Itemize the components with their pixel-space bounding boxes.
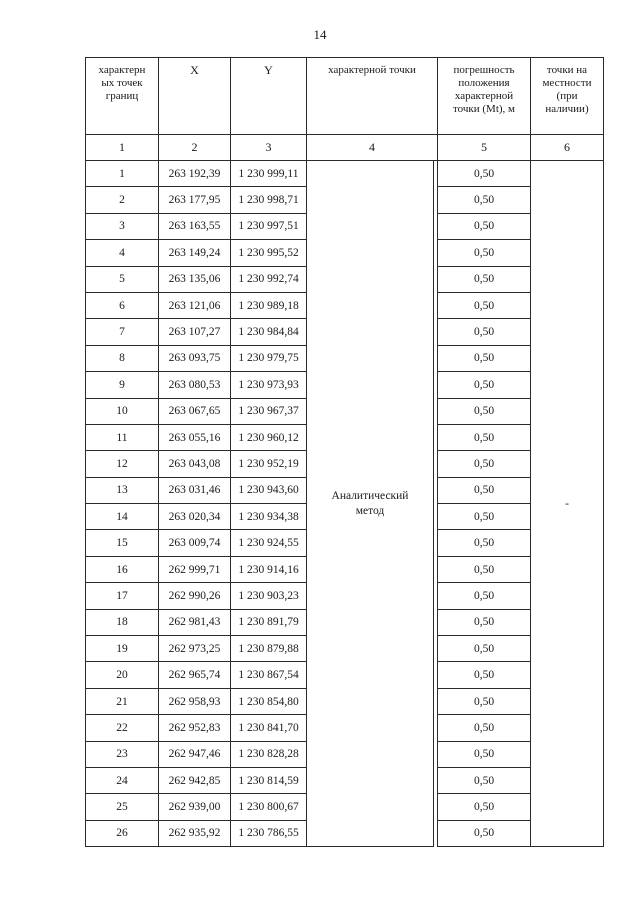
point-number-cell: 18: [86, 609, 159, 635]
point-number-cell: 8: [86, 345, 159, 371]
error-cell: 0,50: [438, 477, 531, 503]
y-coordinate-cell: 1 230 828,28: [231, 741, 307, 767]
error-cell: 0,50: [438, 504, 531, 530]
header-x: X: [159, 58, 231, 135]
x-coordinate-cell: 263 031,46: [159, 477, 231, 503]
error-cell: 0,50: [438, 688, 531, 714]
x-coordinate-cell: 262 942,85: [159, 767, 231, 793]
error-cell: 0,50: [438, 213, 531, 239]
error-cell: 0,50: [438, 345, 531, 371]
y-coordinate-cell: 1 230 960,12: [231, 424, 307, 450]
point-number-cell: 24: [86, 767, 159, 793]
point-number-cell: 2: [86, 187, 159, 213]
error-cell: 0,50: [438, 530, 531, 556]
y-coordinate-cell: 1 230 999,11: [231, 161, 307, 187]
point-number-cell: 13: [86, 477, 159, 503]
y-coordinate-cell: 1 230 998,71: [231, 187, 307, 213]
table-row: [86, 161, 604, 187]
method-text-line: Аналитический: [331, 489, 409, 502]
error-cell: 0,50: [438, 662, 531, 688]
table-body: [86, 161, 604, 847]
y-coordinate-cell: 1 230 973,93: [231, 372, 307, 398]
y-coordinate-cell: 1 230 867,54: [231, 662, 307, 688]
error-cell: 0,50: [438, 609, 531, 635]
y-coordinate-cell: 1 230 967,37: [231, 398, 307, 424]
point-number-cell: 5: [86, 266, 159, 292]
y-coordinate-cell: 1 230 854,80: [231, 688, 307, 714]
error-cell: 0,50: [438, 715, 531, 741]
y-coordinate-cell: 1 230 814,59: [231, 767, 307, 793]
header-method: характерной точки: [307, 58, 438, 135]
column-number: 3: [231, 135, 307, 161]
point-number-cell: 23: [86, 741, 159, 767]
coordinates-table: [85, 57, 604, 847]
point-number-cell: 25: [86, 794, 159, 820]
point-number-cell: 15: [86, 530, 159, 556]
point-number-cell: 11: [86, 424, 159, 450]
x-coordinate-cell: 263 093,75: [159, 345, 231, 371]
error-cell: 0,50: [438, 187, 531, 213]
y-coordinate-cell: 1 230 934,38: [231, 504, 307, 530]
error-cell: 0,50: [438, 319, 531, 345]
column-number: 1: [86, 135, 159, 161]
point-number-cell: 4: [86, 240, 159, 266]
y-coordinate-cell: 1 230 995,52: [231, 240, 307, 266]
x-coordinate-cell: 263 055,16: [159, 424, 231, 450]
x-coordinate-cell: 263 135,06: [159, 266, 231, 292]
x-coordinate-cell: 262 947,46: [159, 741, 231, 767]
y-coordinate-cell: 1 230 841,70: [231, 715, 307, 741]
error-cell: 0,50: [438, 583, 531, 609]
y-coordinate-cell: 1 230 992,74: [231, 266, 307, 292]
page-number: 14: [313, 27, 327, 42]
x-coordinate-cell: 262 965,74: [159, 662, 231, 688]
x-coordinate-cell: 263 020,34: [159, 504, 231, 530]
point-number-cell: 17: [86, 583, 159, 609]
error-cell: 0,50: [438, 451, 531, 477]
x-coordinate-cell: 263 177,95: [159, 187, 231, 213]
x-coordinate-cell: 263 107,27: [159, 319, 231, 345]
point-number-cell: 14: [86, 504, 159, 530]
column-number: 2: [159, 135, 231, 161]
x-coordinate-cell: 263 080,53: [159, 372, 231, 398]
y-coordinate-cell: 1 230 952,19: [231, 451, 307, 477]
column-number: 4: [307, 135, 438, 161]
x-coordinate-cell: 262 958,93: [159, 688, 231, 714]
x-coordinate-cell: 262 990,26: [159, 583, 231, 609]
column-number: 5: [438, 135, 531, 161]
error-cell: 0,50: [438, 767, 531, 793]
error-cell: 0,50: [438, 398, 531, 424]
point-number-cell: 21: [86, 688, 159, 714]
error-cell: 0,50: [438, 636, 531, 662]
x-coordinate-cell: 262 952,83: [159, 715, 231, 741]
x-coordinate-cell: 263 149,24: [159, 240, 231, 266]
error-cell: 0,50: [438, 161, 531, 187]
error-cell: 0,50: [438, 820, 531, 846]
error-cell: 0,50: [438, 372, 531, 398]
point-number-cell: 19: [86, 636, 159, 662]
point-number-cell: 7: [86, 319, 159, 345]
y-coordinate-cell: 1 230 943,60: [231, 477, 307, 503]
x-coordinate-cell: 262 935,92: [159, 820, 231, 846]
y-coordinate-cell: 1 230 879,88: [231, 636, 307, 662]
header-y: Y: [231, 58, 307, 135]
error-cell: 0,50: [438, 240, 531, 266]
y-coordinate-cell: 1 230 786,55: [231, 820, 307, 846]
x-coordinate-cell: 262 999,71: [159, 556, 231, 582]
x-coordinate-cell: 263 067,65: [159, 398, 231, 424]
point-number-cell: 6: [86, 292, 159, 318]
x-coordinate-cell: 263 121,06: [159, 292, 231, 318]
method-cell: [307, 161, 434, 847]
point-number-cell: 20: [86, 662, 159, 688]
error-cell: 0,50: [438, 794, 531, 820]
y-coordinate-cell: 1 230 800,67: [231, 794, 307, 820]
x-coordinate-cell: 263 192,39: [159, 161, 231, 187]
error-cell: 0,50: [438, 292, 531, 318]
point-number-cell: 22: [86, 715, 159, 741]
header-error: погрешность положения характерной точки (Mt), м: [438, 58, 531, 135]
point-number-cell: 26: [86, 820, 159, 846]
point-number-cell: 9: [86, 372, 159, 398]
point-number-cell: 3: [86, 213, 159, 239]
x-coordinate-cell: 263 163,55: [159, 213, 231, 239]
error-cell: 0,50: [438, 556, 531, 582]
y-coordinate-cell: 1 230 914,16: [231, 556, 307, 582]
x-coordinate-cell: 263 043,08: [159, 451, 231, 477]
y-coordinate-cell: 1 230 979,75: [231, 345, 307, 371]
point-number-cell: 1: [86, 161, 159, 187]
column-number-row: [86, 135, 604, 161]
point-number-cell: 10: [86, 398, 159, 424]
y-coordinate-cell: 1 230 989,18: [231, 292, 307, 318]
method-text-line: метод: [355, 504, 385, 517]
header-description: точки на местности (при наличии): [531, 58, 604, 135]
x-coordinate-cell: 263 009,74: [159, 530, 231, 556]
header-point-number: характерн ых точек границ: [86, 58, 159, 135]
y-coordinate-cell: 1 230 903,23: [231, 583, 307, 609]
description-cell: -: [531, 161, 604, 847]
point-number-cell: 16: [86, 556, 159, 582]
point-number-cell: 12: [86, 451, 159, 477]
x-coordinate-cell: 262 973,25: [159, 636, 231, 662]
error-cell: 0,50: [438, 424, 531, 450]
y-coordinate-cell: 1 230 891,79: [231, 609, 307, 635]
error-cell: 0,50: [438, 741, 531, 767]
y-coordinate-cell: 1 230 984,84: [231, 319, 307, 345]
x-coordinate-cell: 262 939,00: [159, 794, 231, 820]
y-coordinate-cell: 1 230 924,55: [231, 530, 307, 556]
header-row: [86, 58, 604, 135]
column-number: 6: [531, 135, 604, 161]
y-coordinate-cell: 1 230 997,51: [231, 213, 307, 239]
x-coordinate-cell: 262 981,43: [159, 609, 231, 635]
error-cell: 0,50: [438, 266, 531, 292]
